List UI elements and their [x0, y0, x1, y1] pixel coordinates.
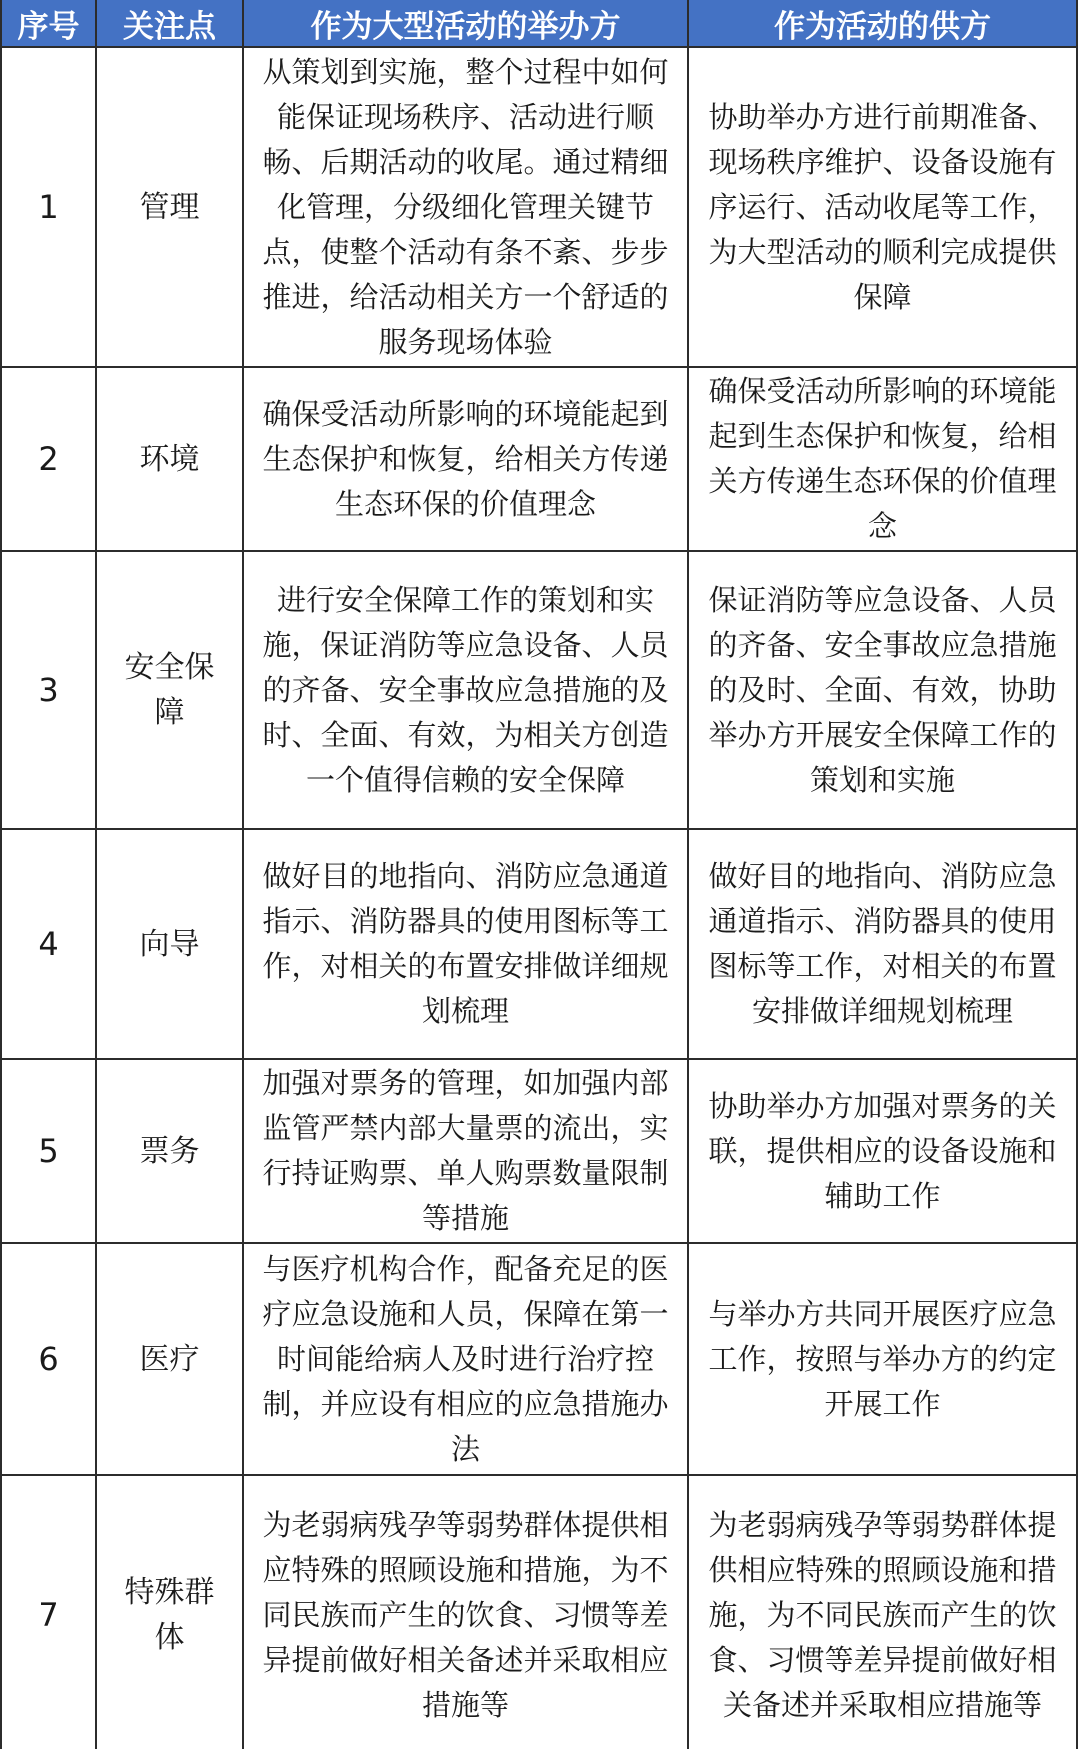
organizer-text: 确保受活动所影响的环境能起到生态保护和恢复，给相关方传递生态环保的价值理念	[243, 367, 688, 551]
focus-point: 环境	[96, 367, 243, 551]
table-row	[1, 1475, 1077, 1749]
supplier-text: 为老弱病残孕等弱势群体提供相应特殊的照顾设施和措施，为不同民族而产生的饮食、习惯等差异提前做好相关备述并采取相应措施等	[688, 1475, 1077, 1749]
row-number: 3	[1, 551, 96, 829]
focus-point: 票务	[96, 1059, 243, 1243]
organizer-text: 加强对票务的管理，如加强内部监管严禁内部大量票的流出，实行持证购票、单人购票数量限制等措施	[243, 1059, 688, 1243]
focus-point: 向导	[96, 829, 243, 1059]
row-number: 4	[1, 829, 96, 1059]
header-focus: 关注点	[96, 0, 243, 47]
row-number: 2	[1, 367, 96, 551]
supplier-text: 保证消防等应急设备、人员的齐备、安全事故应急措施的及时、全面、有效，协助举办方开展安全保障工作的策划和实施	[688, 551, 1077, 829]
supplier-text: 协助举办方加强对票务的关联，提供相应的设备设施和辅助工作	[688, 1059, 1077, 1243]
organizer-text: 从策划到实施，整个过程中如何能保证现场秩序、活动进行顺畅、后期活动的收尾。通过精细化管理，分级细化管理关键节点，使整个活动有条不紊、步步推进，给活动相关方一个舒适的服务现场体验	[243, 47, 688, 367]
supplier-text: 确保受活动所影响的环境能起到生态保护和恢复，给相关方传递生态环保的价值理念	[688, 367, 1077, 551]
table-row	[1, 1059, 1077, 1243]
supplier-text: 做好目的地指向、消防应急通道指示、消防器具的使用图标等工作，对相关的布置安排做详细规划梳理	[688, 829, 1077, 1059]
header-supplier: 作为活动的供方	[688, 0, 1077, 47]
organizer-text: 做好目的地指向、消防应急通道指示、消防器具的使用图标等工作，对相关的布置安排做详细规划梳理	[243, 829, 688, 1059]
header-organizer: 作为大型活动的举办方	[243, 0, 688, 47]
row-number: 5	[1, 1059, 96, 1243]
supplier-text: 协助举办方进行前期准备、现场秩序维护、设备设施有序运行、活动收尾等工作，为大型活动的顺利完成提供保障	[688, 47, 1077, 367]
focus-point: 管理	[96, 47, 243, 367]
row-number: 1	[1, 47, 96, 367]
row-number: 7	[1, 1475, 96, 1749]
focus-point: 安全保障	[96, 551, 243, 829]
supplier-text: 与举办方共同开展医疗应急工作，按照与举办方的约定开展工作	[688, 1243, 1077, 1475]
organizer-text: 为老弱病残孕等弱势群体提供相应特殊的照顾设施和措施，为不同民族而产生的饮食、习惯等差异提前做好相关备述并采取相应措施等	[243, 1475, 688, 1749]
table-row	[1, 367, 1077, 551]
organizer-text: 与医疗机构合作，配备充足的医疗应急设施和人员，保障在第一时间能给病人及时进行治疗控制，并应设有相应的应急措施办法	[243, 1243, 688, 1475]
focus-point: 医疗	[96, 1243, 243, 1475]
table-row	[1, 1243, 1077, 1475]
focus-point: 特殊群体	[96, 1475, 243, 1749]
table-header-row	[1, 0, 1077, 47]
table-row	[1, 551, 1077, 829]
header-no: 序号	[1, 0, 96, 47]
table-row	[1, 829, 1077, 1059]
organizer-text: 进行安全保障工作的策划和实施，保证消防等应急设备、人员的齐备、安全事故应急措施的及时、全面、有效，为相关方创造一个值得信赖的安全保障	[243, 551, 688, 829]
table-row	[1, 47, 1077, 367]
row-number: 6	[1, 1243, 96, 1475]
